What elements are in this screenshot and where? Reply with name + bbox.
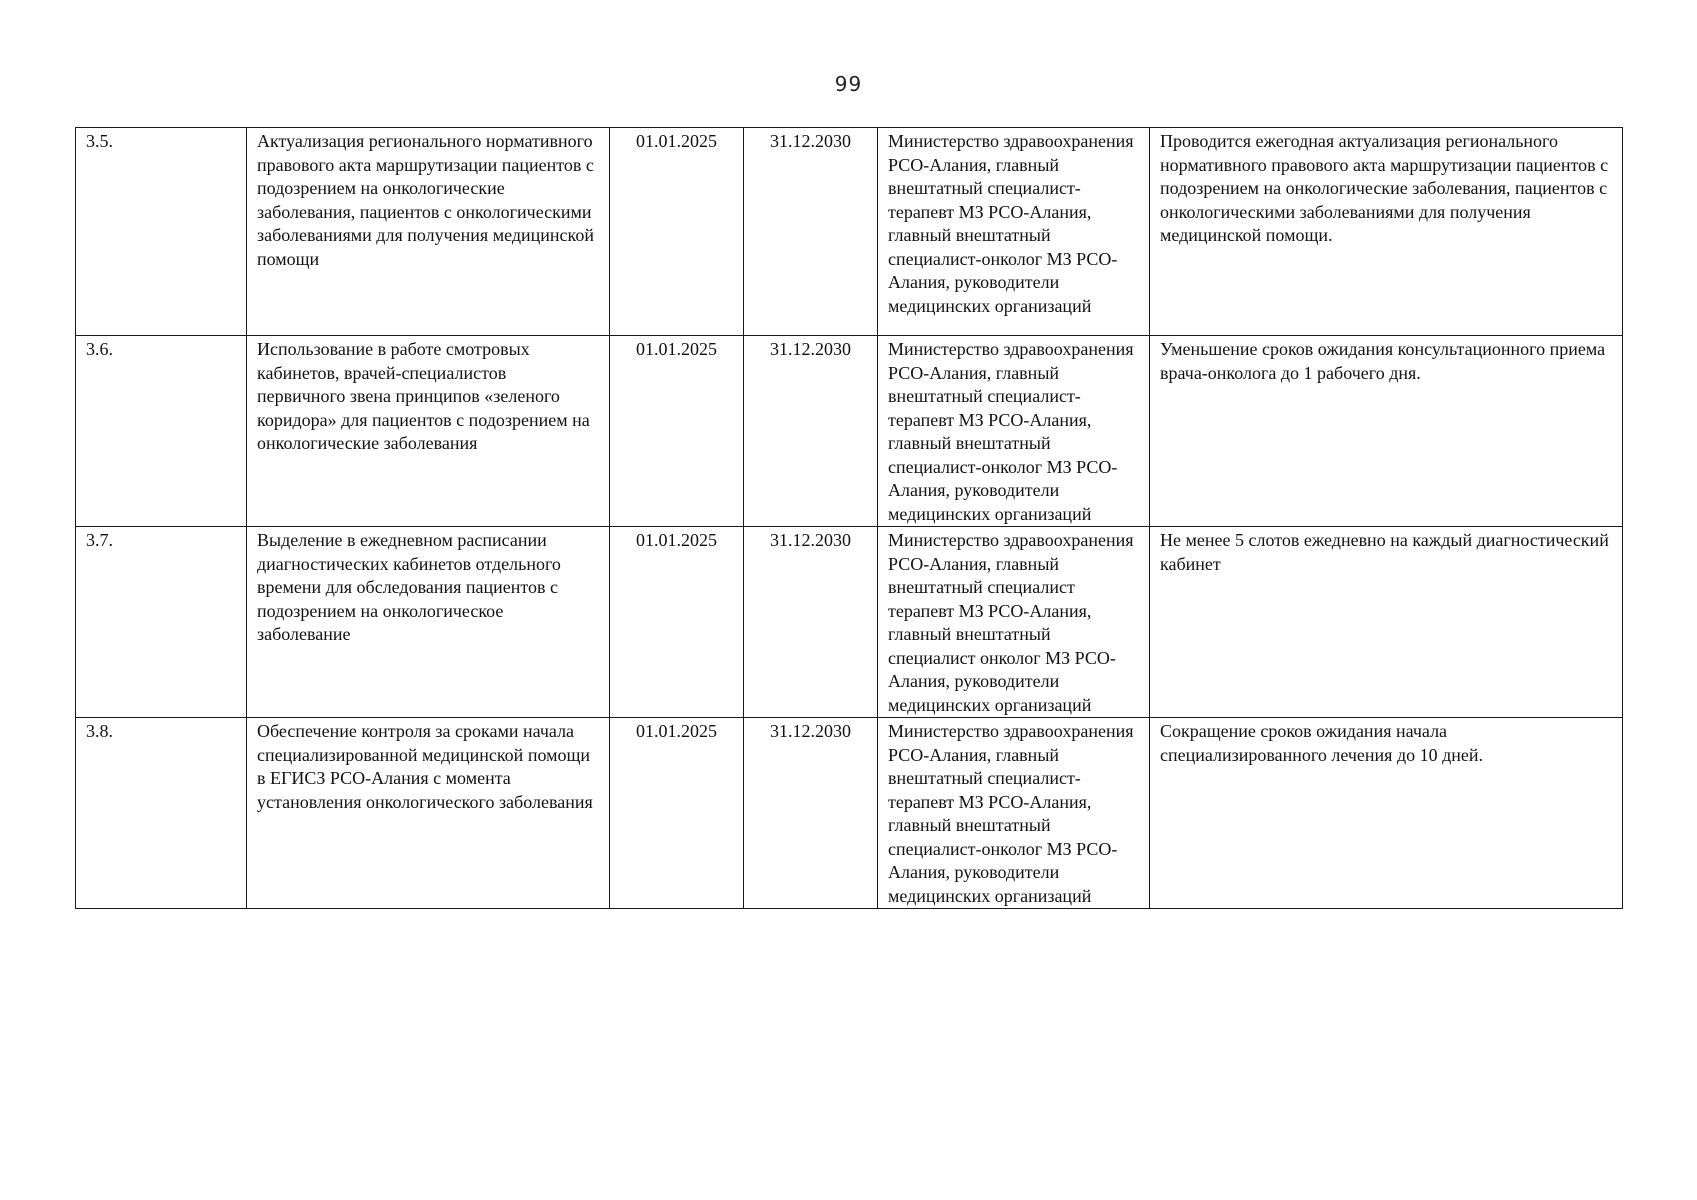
responsible-cell: Министерство здравоохранения РСО-Алания, главный внештатный специалист терапевт МЗ РСО-Алания, главный внештатный специалист онколог МЗ РСО-Алания, руководители медицинских организаций bbox=[878, 527, 1150, 718]
action-cell: Актуализация регионального нормативного правового акта маршрутизации пациентов с подозрением на онкологические заболевания, пациентов с онкологическими заболеваниями для получения медицинской помощи bbox=[247, 128, 610, 336]
responsible-cell: Министерство здравоохранения РСО-Алания, главный внештатный специалист-терапевт МЗ РСО-Алания, главный внештатный специалист-онколог МЗ РСО-Алания, руководители медицинских организаций bbox=[878, 336, 1150, 527]
table-row bbox=[76, 336, 1623, 527]
row-number: 3.6. bbox=[76, 336, 247, 527]
end-date-cell: 31.12.2030 bbox=[744, 718, 878, 909]
table-row bbox=[76, 718, 1623, 909]
end-date-cell: 31.12.2030 bbox=[744, 336, 878, 527]
table-row bbox=[76, 527, 1623, 718]
result-cell: Не менее 5 слотов ежедневно на каждый диагностический кабинет bbox=[1150, 527, 1623, 718]
action-cell: Использование в работе смотровых кабинетов, врачей-специалистов первичного звена принципов «зеленого коридора» для пациентов с подозрением на онкологические заболевания bbox=[247, 336, 610, 527]
action-cell: Обеспечение контроля за сроками начала специализированной медицинской помощи в ЕГИСЗ РСО-Алания с момента установления онкологического заболевания bbox=[247, 718, 610, 909]
start-date-cell: 01.01.2025 bbox=[610, 336, 744, 527]
table-row bbox=[76, 128, 1623, 336]
result-cell: Сокращение сроков ожидания начала специализированного лечения до 10 дней. bbox=[1150, 718, 1623, 909]
row-number: 3.8. bbox=[76, 718, 247, 909]
end-date-cell: 31.12.2030 bbox=[744, 128, 878, 336]
page-number: 99 bbox=[834, 72, 863, 96]
measures-table bbox=[75, 127, 1623, 909]
result-cell: Проводится ежегодная актуализация регионального нормативного правового акта маршрутизации пациентов с подозрением на онкологические заболевания, пациентов с онкологическими заболеваниями для получения медицинской помощи. bbox=[1150, 128, 1623, 336]
responsible-cell: Министерство здравоохранения РСО-Алания, главный внештатный специалист-терапевт МЗ РСО-Алания, главный внештатный специалист-онколог МЗ РСО-Алания, руководители медицинских организаций bbox=[878, 718, 1150, 909]
start-date-cell: 01.01.2025 bbox=[610, 527, 744, 718]
row-number: 3.7. bbox=[76, 527, 247, 718]
start-date-cell: 01.01.2025 bbox=[610, 718, 744, 909]
responsible-cell: Министерство здравоохранения РСО-Алания, главный внештатный специалист-терапевт МЗ РСО-Алания, главный внештатный специалист-онколог МЗ РСО-Алания, руководители медицинских организаций bbox=[878, 128, 1150, 336]
result-cell: Уменьшение сроков ожидания консультационного приема врача-онколога до 1 рабочего дня. bbox=[1150, 336, 1623, 527]
action-cell: Выделение в ежедневном расписании диагностических кабинетов отдельного времени для обследования пациентов с подозрением на онкологическое заболевание bbox=[247, 527, 610, 718]
row-number: 3.5. bbox=[76, 128, 247, 336]
end-date-cell: 31.12.2030 bbox=[744, 527, 878, 718]
start-date-cell: 01.01.2025 bbox=[610, 128, 744, 336]
